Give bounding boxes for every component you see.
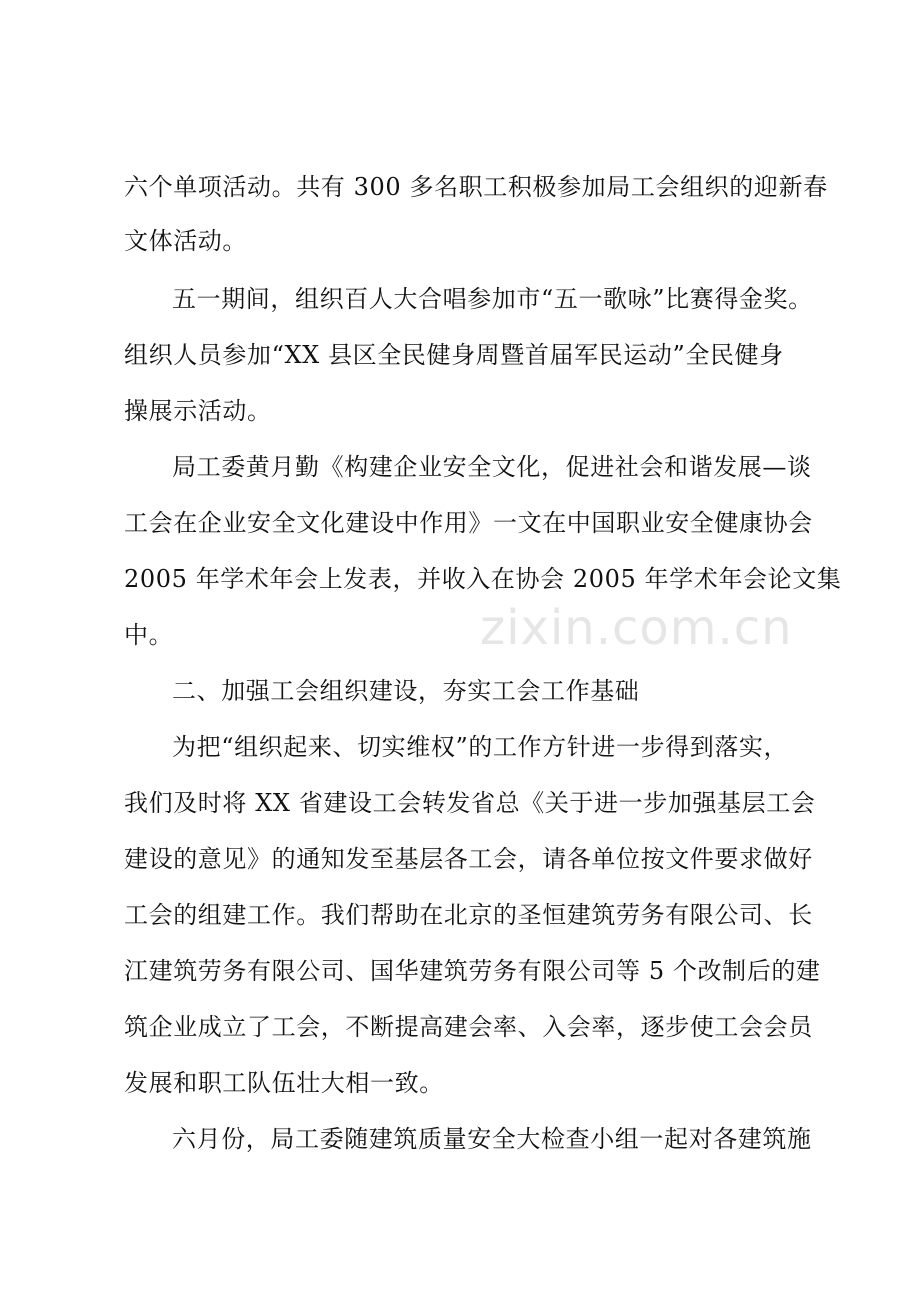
text-line: 六个单项活动。共有 300 多名职工积极参加局工会组织的迎新春 [124,173,828,201]
text-line: 文体活动。 [124,227,247,255]
text-line: 为把“组织起来、切实维权”的工作方针进一步得到落实， [172,733,789,761]
text-line: 发展和职工队伍壮大相一致。 [124,1069,444,1097]
text-line: 操展示活动。 [124,397,272,425]
watermark: zixin.com.cn [480,600,793,656]
text-line: 局工委黄月勤《构建企业安全文化，促进社会和谐发展—谈 [172,453,812,481]
text-line: 五一期间，组织百人大合唱参加市“五一歌咏”比赛得金奖。 [172,285,813,313]
text-line: 建设的意见》的通知发至基层各工会，请各单位按文件要求做好 [124,845,813,873]
text-line: 中。 [124,621,174,649]
text-line: 工会在企业安全文化建设中作用》一文在中国职业安全健康协会 [124,509,813,537]
text-line: 工会的组建工作。我们帮助在北京的圣恒建筑劳务有限公司、长 [124,901,813,929]
text-line: 组织人员参加“XX 县区全民健身周暨首届军民运动”全民健身 [124,341,784,369]
text-line: 2005 年学术年会上发表，并收入在协会 2005 年学术年会论文集 [124,565,842,593]
text-line: 六月份，局工委随建筑质量安全大检查小组一起对各建筑施 [172,1125,812,1153]
text-line: 筑企业成立了工会，不断提高建会率、入会率，逐步使工会会员 [124,1013,813,1041]
text-line: 江建筑劳务有限公司、国华建筑劳务有限公司等 5 个改制后的建 [124,957,821,985]
section-heading: 二、加强工会组织建设，夯实工会工作基础 [172,677,640,705]
text-line: 我们及时将 XX 省建设工会转发省总《关于进一步加强基层工会 [124,789,816,817]
